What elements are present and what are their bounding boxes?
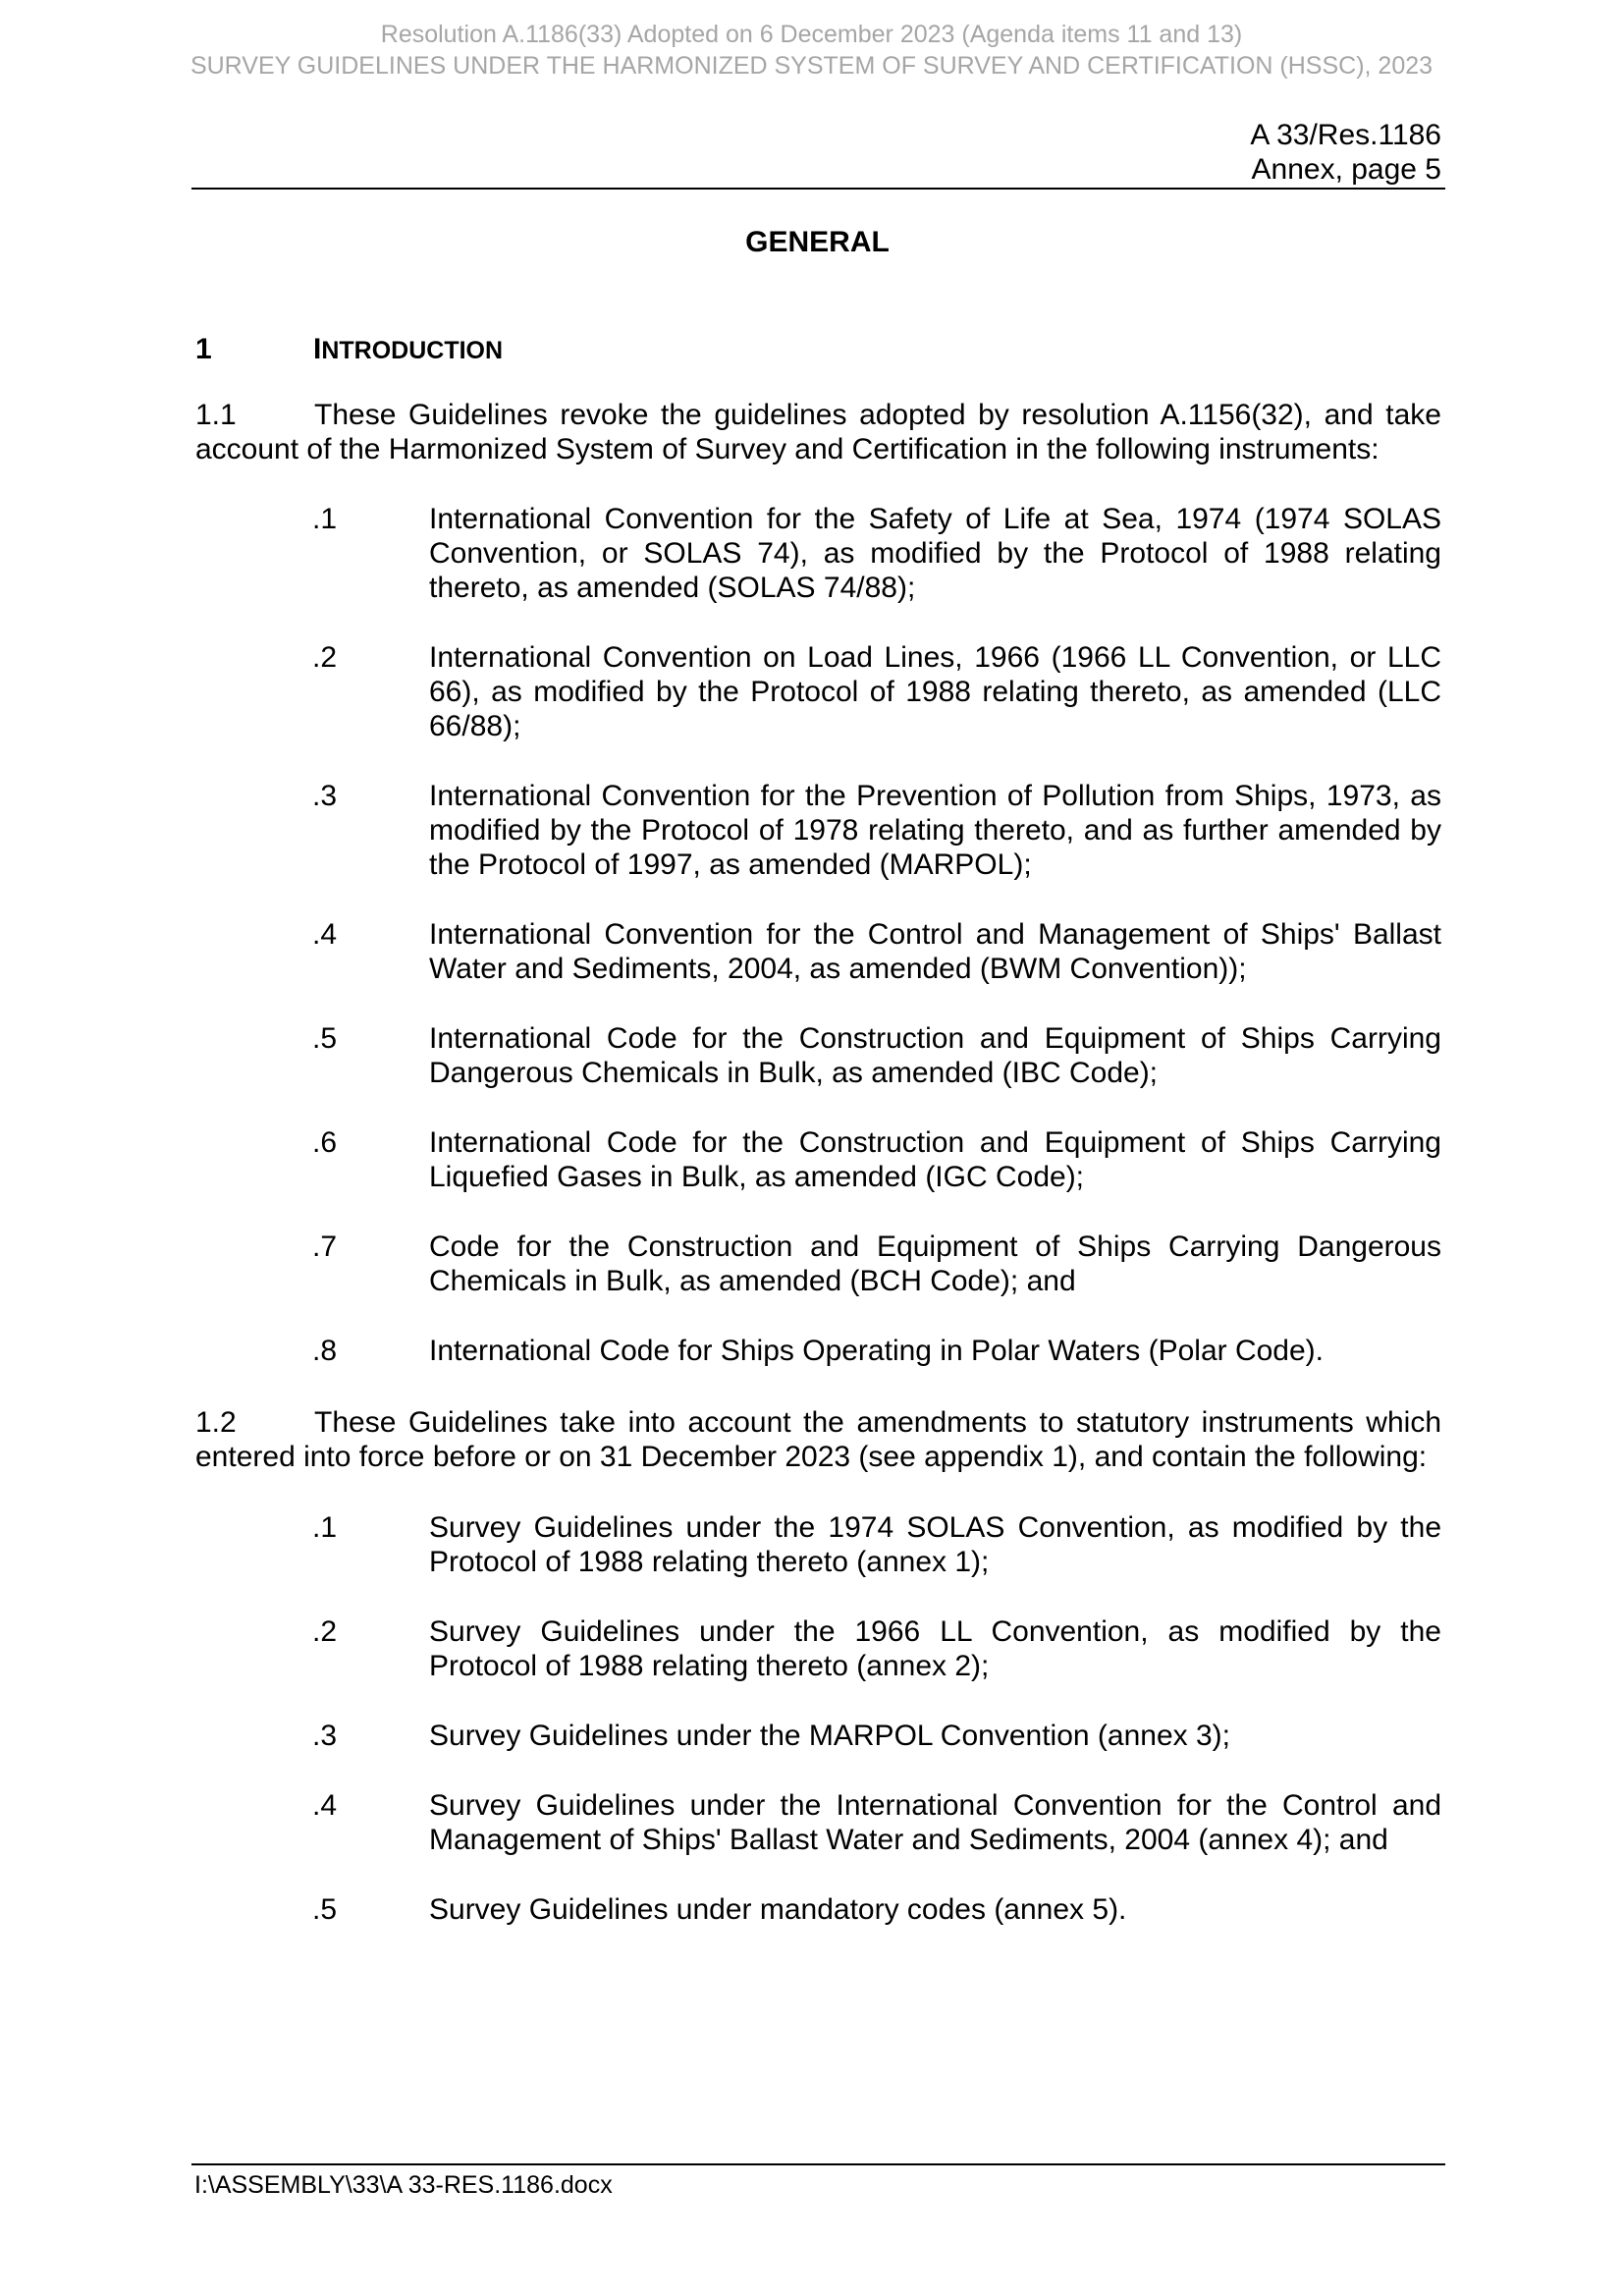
list-item-text: Survey Guidelines under mandatory codes (annex 5). bbox=[429, 1893, 1127, 1926]
list-item-text: International Code for the Construction and Equipment of Ships Carrying Dangerous Chemicals in Bulk, as amended (IBC Code); bbox=[429, 1022, 1441, 1089]
section-heading-rest: NTRODUCTION bbox=[321, 337, 504, 364]
list-item-number: .1 bbox=[312, 1511, 338, 1544]
list-item-number: .8 bbox=[312, 1335, 338, 1367]
list-item-number: .5 bbox=[312, 1893, 338, 1926]
list-item bbox=[312, 640, 1441, 743]
paragraph-1-2 bbox=[195, 1405, 1441, 1474]
list-item bbox=[312, 502, 1441, 605]
list-item bbox=[312, 1125, 1441, 1194]
list-item-text: Survey Guidelines under the MARPOL Convention (annex 3); bbox=[429, 1720, 1230, 1752]
list-item-number: .2 bbox=[312, 1615, 338, 1648]
list-item-text: International Convention for the Control and Management of Ships' Ballast Water and Sediments, 2004, as amended (BWM Convention)); bbox=[429, 918, 1441, 985]
list-item-number: .3 bbox=[312, 1720, 338, 1752]
list-item-text: Code for the Construction and Equipment of Ships Carrying Dangerous Chemicals in Bulk, as amended (BCH Code); and bbox=[429, 1230, 1441, 1297]
list-item bbox=[312, 779, 1441, 882]
watermark-title-line: SURVEY GUIDELINES UNDER THE HARMONIZED SYSTEM OF SURVEY AND CERTIFICATION (HSSC), 2023 bbox=[189, 52, 1434, 80]
list-item bbox=[312, 1788, 1441, 1857]
list-item-text: Survey Guidelines under the 1974 SOLAS Convention, as modified by the Protocol of 1988 relating thereto (annex 1); bbox=[429, 1511, 1441, 1578]
list-item-number: .6 bbox=[312, 1126, 338, 1159]
list-item-number: .1 bbox=[312, 503, 338, 535]
list-item bbox=[312, 1719, 1441, 1753]
list-item bbox=[312, 1230, 1441, 1298]
list-item bbox=[312, 1892, 1441, 1927]
page-title: GENERAL bbox=[745, 226, 890, 258]
list-item bbox=[312, 1510, 1441, 1579]
list-item-text: Survey Guidelines under the 1966 LL Convention, as modified by the Protocol of 1988 relating thereto (annex 2); bbox=[429, 1615, 1441, 1682]
list-item-number: .2 bbox=[312, 641, 338, 674]
page-reference: Annex, page 5 bbox=[1251, 153, 1441, 186]
section-heading-initial: I bbox=[313, 333, 322, 365]
list-item-text: International Convention on Load Lines, 1966 (1966 LL Convention, or LLC 66), as modified by the Protocol of 1988 relating thereto, as amended (LLC 66/88); bbox=[429, 641, 1441, 742]
list-item-text: International Code for Ships Operating in Polar Waters (Polar Code). bbox=[429, 1335, 1325, 1367]
footer-file-path: I:\ASSEMBLY\33\A 33-RES.1186.docx bbox=[194, 2171, 613, 2199]
list-item bbox=[312, 917, 1441, 986]
contents-list bbox=[312, 1510, 1441, 1962]
list-item bbox=[312, 1614, 1441, 1683]
section-heading bbox=[195, 332, 503, 368]
list-item bbox=[312, 1021, 1441, 1090]
instrument-list bbox=[312, 502, 1441, 1403]
list-item-text: International Code for the Construction and Equipment of Ships Carrying Liquefied Gases in Bulk, as amended (IGC Code); bbox=[429, 1126, 1441, 1193]
list-item-text: Survey Guidelines under the International Convention for the Control and Management of Ships' Ballast Water and Sediments, 2004 (annex 4); and bbox=[429, 1789, 1441, 1856]
paragraph-text: These Guidelines revoke the guidelines adopted by resolution A.1156(32), and take account of the Harmonized System of Survey and Certification in the following instruments: bbox=[195, 399, 1441, 465]
list-item-number: .5 bbox=[312, 1022, 338, 1055]
footer-divider bbox=[191, 2163, 1445, 2165]
list-item-number: .7 bbox=[312, 1230, 338, 1263]
list-item-text: International Convention for the Prevention of Pollution from Ships, 1973, as modified by the Protocol of 1978 relating thereto, and as further amended by the Protocol of 1997, as amended (MARPOL); bbox=[429, 780, 1441, 881]
paragraph-1-1 bbox=[195, 398, 1441, 466]
paragraph-number: 1.1 bbox=[195, 399, 237, 431]
list-item bbox=[312, 1334, 1441, 1368]
watermark-resolution-line: Resolution A.1186(33) Adopted on 6 December 2023 (Agenda items 11 and 13) bbox=[380, 21, 1243, 48]
list-item-number: .3 bbox=[312, 780, 338, 812]
page-header bbox=[1250, 118, 1441, 187]
list-item-number: .4 bbox=[312, 1789, 338, 1822]
section-number: 1 bbox=[195, 333, 212, 365]
paragraph-number: 1.2 bbox=[195, 1406, 237, 1439]
paragraph-text: These Guidelines take into account the amendments to statutory instruments which entered into force before or on 31 December 2023 (see appendix 1), and contain the following: bbox=[195, 1406, 1441, 1473]
list-item-number: .4 bbox=[312, 918, 338, 951]
list-item-text: International Convention for the Safety of Life at Sea, 1974 (1974 SOLAS Convention, or SOLAS 74), as modified by the Protocol of 1988 relating thereto, as amended (SOLAS 74/88); bbox=[429, 503, 1441, 604]
header-divider bbox=[191, 188, 1445, 190]
document-reference: A 33/Res.1186 bbox=[1250, 119, 1441, 151]
